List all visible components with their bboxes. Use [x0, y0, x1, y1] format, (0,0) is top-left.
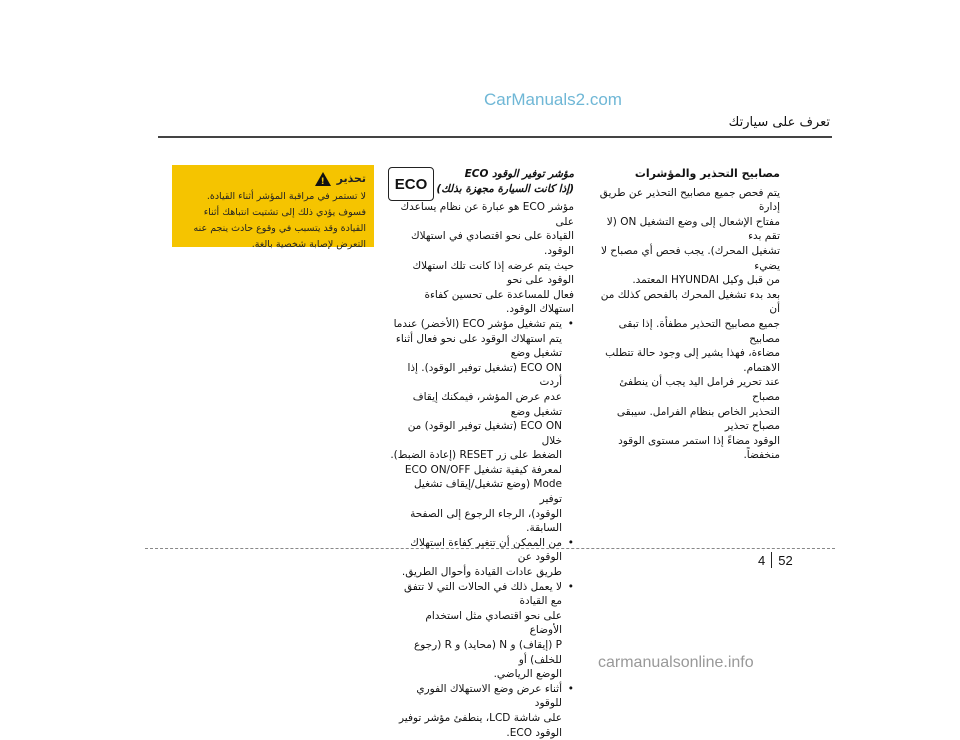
warning-lights-line: من قبل وكيل HYUNDAI المعتمد.: [632, 274, 780, 287]
bullet-line: الوضع الرياضي.: [493, 668, 562, 681]
page-section-number: 4: [758, 552, 766, 568]
warning-line: لا تستمر في مراقبة المؤشر أثناء القيادة.: [206, 191, 366, 202]
warning-line: القيادة وقد يتسبب في وقوع حادث ينجم عنه: [193, 223, 366, 234]
warning-line: فسوف يؤدي ذلك إلى تشتيت انتباهك أثناء: [203, 207, 366, 218]
page-number-value: 52: [778, 552, 793, 568]
bullet-line: P (إيقاف) و N (محايد) و R (رجوع للخلف) أو: [413, 639, 562, 666]
bullet-line: الضغط على زر RESET (إعادة الضبط).: [390, 449, 562, 462]
warning-lights-section: [590, 167, 780, 463]
bullet-line: على نحو اقتصادي مثل استخدام الأوضاع: [425, 609, 562, 637]
bullet-line: عدم عرض المؤشر، فيمكنك إيقاف تشغيل وضع: [412, 390, 562, 418]
warning-lights-line: مضاءة، فهذا يشير إلى وجود حالة تتطلب الاهتمام.: [605, 347, 780, 374]
warning-lights-line: التحذير الخاص بنظام الفرامل. سيبقى مصباح تحذير: [616, 405, 780, 433]
warning-lights-line: جميع مصابيح التحذير مطفأة. إذا تبقى مصابيح: [618, 317, 780, 345]
warning-heading: [180, 171, 366, 187]
eco-bullet-item: [390, 536, 574, 580]
eco-intro-line: فعال للمساعدة على تحسين كفاءة استهلاك الوقود.: [424, 288, 574, 316]
warning-lights-line: عند تحرير فرامل اليد يجب أن ينطفئ مصباح: [619, 376, 780, 403]
eco-bullet-list: [390, 317, 574, 740]
eco-subtitle: مؤشر توفير الوقود ECO: [464, 168, 574, 180]
warning-lights-line: بعد بدء تشغيل المحرك بالفحص كذلك من أن: [600, 288, 780, 316]
bullet-line: Mode (وضع تشغيل/إيقاف تشغيل توفير: [413, 478, 562, 506]
bullet-line: يتم استهلاك الوقود على نحو فعال أثناء تشغيل وضع: [395, 332, 562, 360]
warning-triangle-icon: [315, 172, 331, 186]
bullet-line: • أثناء عرض وضع الاستهلاك الفوري للوقود: [416, 682, 562, 710]
bullet-line: لمعرفة كيفية تشغيل ECO ON/OFF: [404, 463, 562, 476]
bullet-line: على شاشة LCD، ينطفئ مؤشر توفير: [398, 711, 562, 724]
eco-subtitle-note: (إذا كانت السيارة مجهزة بذلك): [436, 182, 574, 195]
warning-box: [172, 165, 374, 250]
site-watermark-top: CarManuals2.com: [484, 90, 622, 109]
eco-intro-line: حيث يتم عرضه إذا كانت تلك استهلاك الوقود على نحو: [412, 259, 574, 287]
warning-lights-line: الوقود مضاءً إذا استمر مستوى الوقود منخفضاً.: [618, 434, 780, 462]
header-divider: [158, 136, 832, 138]
page-number-separator: [771, 552, 772, 568]
eco-intro-line: مؤشر ECO هو عبارة عن نظام يساعدك على: [400, 201, 574, 228]
site-watermark-bottom: carmanualsonline.info: [598, 654, 754, 671]
warning-lights-line: مفتاح الإشعال إلى وضع التشغيل ON (لا تقم بدء: [606, 215, 780, 243]
eco-indicator-section: [390, 167, 574, 740]
section-header-title: تعرف على سيارتك: [728, 115, 830, 130]
warning-lights-title: مصابيح التحذير والمؤشرات: [634, 167, 780, 180]
eco-intro-line: القيادة على نحو اقتصادي في استهلاك الوقود.: [411, 230, 574, 257]
warning-heading-text: تحذير: [336, 172, 366, 185]
bullet-line: ECO ON (تشغيل توفير الوقود) من خلال: [407, 420, 562, 447]
warning-lights-line: تشغيل المحرك). يجب فحص أي مصباح لا يضيء: [600, 244, 780, 272]
eco-indicator-icon: ECO: [388, 167, 434, 201]
eco-bullet-item: [390, 682, 574, 740]
bullet-line: • لا يعمل ذلك في الحالات التي لا تتفق مع القيادة: [403, 580, 562, 608]
eco-bullet-item: [390, 580, 574, 682]
footer-divider: [145, 548, 835, 549]
bullet-line: الوقود ECO.: [506, 726, 562, 739]
bullet-line: • يتم تشغيل مؤشر ECO (الأخضر) عندما: [393, 317, 562, 330]
warning-lights-line: يتم فحص جميع مصابيح التحذير عن طريق إدارة: [599, 186, 780, 214]
bullet-line: • من الممكن أن تتغير كفاءة استهلاك الوقود عن: [410, 536, 562, 564]
eco-bullet-item: [390, 317, 574, 536]
bullet-line: الوقود)، الرجاء الرجوع إلى الصفحة السابقة.: [410, 507, 562, 535]
bullet-line: طريق عادات القيادة وأحوال الطريق.: [401, 566, 562, 579]
bullet-line: ECO ON (تشغيل توفير الوقود). إذا أردت: [407, 361, 562, 389]
warning-line: التعرض لإصابة شخصية بالغة.: [251, 239, 366, 250]
page-number: [758, 552, 793, 568]
